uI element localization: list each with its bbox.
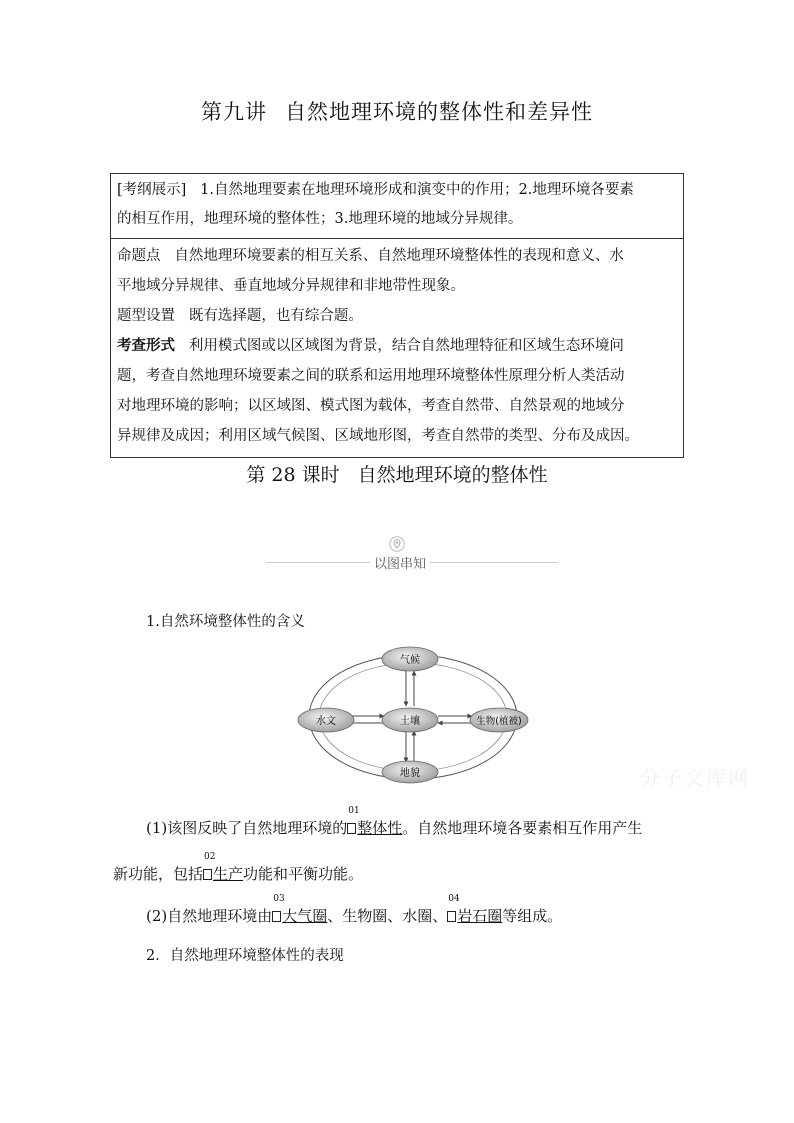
blank-number-02: 02 [204,852,216,862]
chapter-title: 自然地理环境的整体性和差异性 [285,100,593,124]
blank-number-03: 03 [273,894,285,904]
types-text: 既有选择题，也有综合题。 [188,308,363,324]
lesson-title [0,460,794,487]
outline-row [111,174,683,239]
section1-heading: 1.自然环境整体性的含义 [146,614,305,630]
q1-line1 [146,806,643,838]
details-row [111,239,683,457]
blank-number-04: 04 [448,894,460,904]
environment-diagram [296,642,530,784]
points-text-1: 自然地理环境要素的相互关系、自然地理环境整体性的表现和意义、水 [174,248,624,264]
form-text-1: 利用模式图或以区域图为背景，结合自然地理特征和区域生态环境问 [188,338,624,354]
points-text-2: 平地域分异规律、垂直地域分异规律和非地带性现象。 [117,278,465,294]
watermark: 分子文库网 [640,766,750,790]
blank-box-icon [272,911,281,922]
node-hydrology-label: 水文 [316,716,336,727]
answer-blank-3: 大气圈 [282,907,328,925]
form-text-2: 题，考查自然地理环境要素之间的联系和运用地理环境整体性原理分析人类活动 [117,368,625,384]
answer-blank-2: 生产 [213,865,244,883]
separator-line-right [430,562,558,563]
q2-line [146,894,563,926]
outline-text-2: 的相互作用，地理环境的整体性；3.地理环境的地域分异规律。 [117,211,523,227]
form-label: 考查形式 [117,337,175,354]
outline-label: [考纲展示] [117,182,187,198]
node-landform-label: 地貌 [400,768,420,779]
q1-text-a: (1)该图反映了自然地理环境的 [146,819,348,837]
blank-box-icon [203,869,212,880]
lesson-name: 自然地理环境的整体性 [357,464,548,486]
q1-text-d: 功能和平衡功能。 [243,865,364,883]
chapter-number: 第九讲 [201,100,267,124]
page-title [0,96,794,126]
separator-label: 以图串知 [370,553,430,572]
q1-text-c: 新功能，包括 [113,865,204,883]
blank-marker-04 [447,894,460,925]
types-label: 题型设置 [117,308,175,324]
q1-line2 [113,852,364,884]
node-soil-label: 土壤 [400,716,420,727]
q2-text-c: 等组成。 [502,907,563,925]
blank-box-icon [447,911,456,922]
blank-box-icon [347,823,356,834]
answer-blank-4: 岩石圈 [457,907,503,925]
form-text-3: 对地理环境的影响；以区域图、模式图为载体，考查自然带、自然景观的地域分 [117,398,625,414]
q2-text-b: 、生物圈、水圈、 [327,907,448,925]
node-climate-label: 气候 [400,655,420,666]
q1-text-b: 。自然地理环境各要素相互作用产生 [402,819,643,837]
blank-number-01: 01 [348,806,360,816]
form-text-4: 异规律及成因；利用区域气候图、区域地形图，考查自然带的类型、分布及成因。 [117,428,639,444]
blank-marker-03 [272,894,285,925]
outline-text-1: 1.自然地理要素在地理环境形成和演变中的作用；2.地理环境各要素 [200,182,634,198]
section2-heading: 2．自然地理环境整体性的表现 [146,948,344,964]
exam-outline-box [110,173,684,458]
points-label: 命题点 [117,248,161,264]
location-pin-icon [389,536,405,552]
answer-blank-1: 整体性 [357,819,403,837]
separator-line-left [266,562,370,563]
lesson-number: 第 28 课时 [246,464,340,486]
node-vegetation-label: 生物(植被) [476,716,522,727]
q2-text-a: (2)自然地理环境由 [146,907,273,925]
blank-marker-02 [203,852,216,883]
blank-marker-01 [347,806,360,837]
